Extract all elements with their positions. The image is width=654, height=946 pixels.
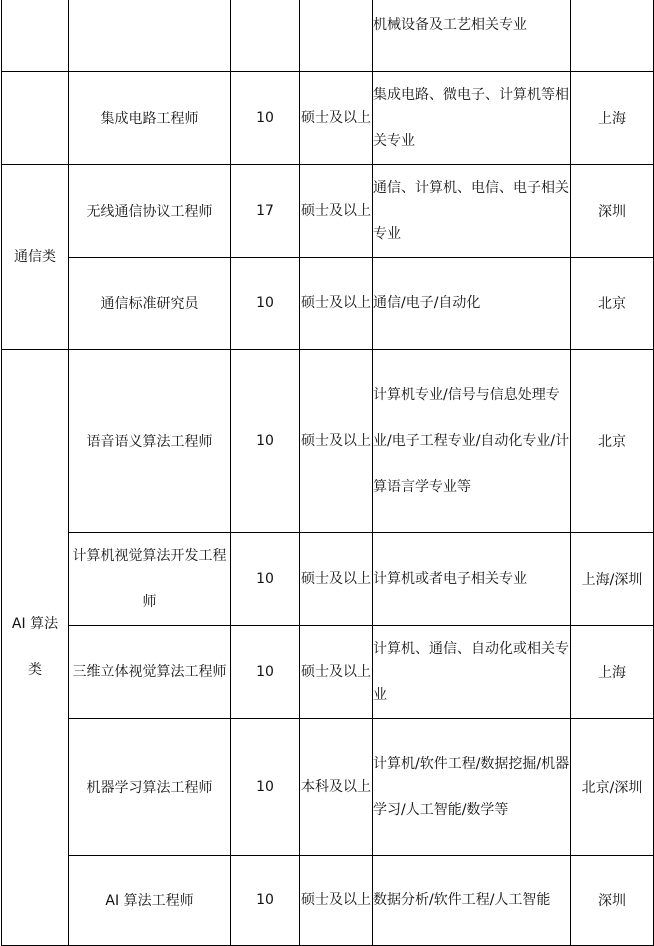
count-cell: 10 xyxy=(231,625,300,718)
location-cell: 上海 xyxy=(571,71,654,164)
major-cell: 计算机/软件工程/数据挖掘/机器学习/人工智能/数学等 xyxy=(373,718,571,855)
category-label: 通信类 xyxy=(14,248,56,265)
count-cell xyxy=(231,0,300,71)
position-label: 三维立体视觉算法工程师 xyxy=(72,663,227,680)
location-cell: 上海/深圳 xyxy=(571,532,654,625)
position-cell: 集成电路工程师 xyxy=(69,71,231,164)
table-row xyxy=(2,349,654,532)
major-cell: 计算机专业/信号与信息处理专业/电子工程专业/自动化专业/计算语言学专业等 xyxy=(373,349,571,532)
major-cell: 通信/电子/自动化 xyxy=(373,257,571,349)
table-row xyxy=(2,257,654,349)
education-cell: 硕士及以上 xyxy=(300,71,373,164)
location-cell: 北京 xyxy=(571,349,654,532)
position-cell: 无线通信协议工程师 xyxy=(69,164,231,257)
table-row xyxy=(2,718,654,855)
major-cell: 数据分析/软件工程/人工智能 xyxy=(373,855,571,945)
count-cell: 10 xyxy=(231,71,300,164)
position-cell xyxy=(69,532,231,625)
count-cell: 10 xyxy=(231,257,300,349)
table-row xyxy=(2,0,654,71)
count-cell: 10 xyxy=(231,855,300,945)
position-cell: 语音语义算法工程师 xyxy=(69,349,231,532)
position-cell: 通信标准研究员 xyxy=(69,257,231,349)
location-cell: 深圳 xyxy=(571,164,654,257)
position-cell xyxy=(69,625,231,718)
category-cell xyxy=(2,349,69,945)
category-cell xyxy=(2,71,69,164)
major-cell: 计算机、通信、自动化或相关专业 xyxy=(373,625,571,718)
table-row xyxy=(2,164,654,257)
location-cell xyxy=(571,0,654,71)
location-cell: 深圳 xyxy=(571,855,654,945)
major-cell: 集成电路、微电子、计算机等相关专业 xyxy=(373,71,571,164)
table-row xyxy=(2,855,654,945)
table-row xyxy=(2,625,654,718)
category-label: AI 算法类 xyxy=(11,616,59,678)
education-cell: 硕士及以上 xyxy=(300,349,373,532)
major-cell: 通信、计算机、电信、电子相关专业 xyxy=(373,164,571,257)
position-cell xyxy=(69,0,231,71)
position-cell: AI 算法工程师 xyxy=(69,855,231,945)
count-cell: 17 xyxy=(231,164,300,257)
major-cell: 计算机或者电子相关专业 xyxy=(373,532,571,625)
count-cell: 10 xyxy=(231,532,300,625)
table-row xyxy=(2,71,654,164)
table-row xyxy=(2,532,654,625)
count-cell: 10 xyxy=(231,718,300,855)
position-label: 计算机视觉算法开发工程师 xyxy=(72,547,227,610)
education-cell: 硕士及以上 xyxy=(300,625,373,718)
location-cell: 北京 xyxy=(571,257,654,349)
education-cell: 硕士及以上 xyxy=(300,257,373,349)
education-cell xyxy=(300,0,373,71)
education-cell: 硕士及以上 xyxy=(300,855,373,945)
category-cell xyxy=(2,0,69,71)
location-cell: 上海 xyxy=(571,625,654,718)
location-cell: 北京/深圳 xyxy=(571,718,654,855)
count-cell: 10 xyxy=(231,349,300,532)
education-cell: 本科及以上 xyxy=(300,718,373,855)
category-cell xyxy=(2,164,69,349)
education-cell: 硕士及以上 xyxy=(300,164,373,257)
job-table xyxy=(1,0,654,946)
education-cell: 硕士及以上 xyxy=(300,532,373,625)
position-cell: 机器学习算法工程师 xyxy=(69,718,231,855)
major-cell: 机械设备及工艺相关专业 xyxy=(373,0,571,71)
